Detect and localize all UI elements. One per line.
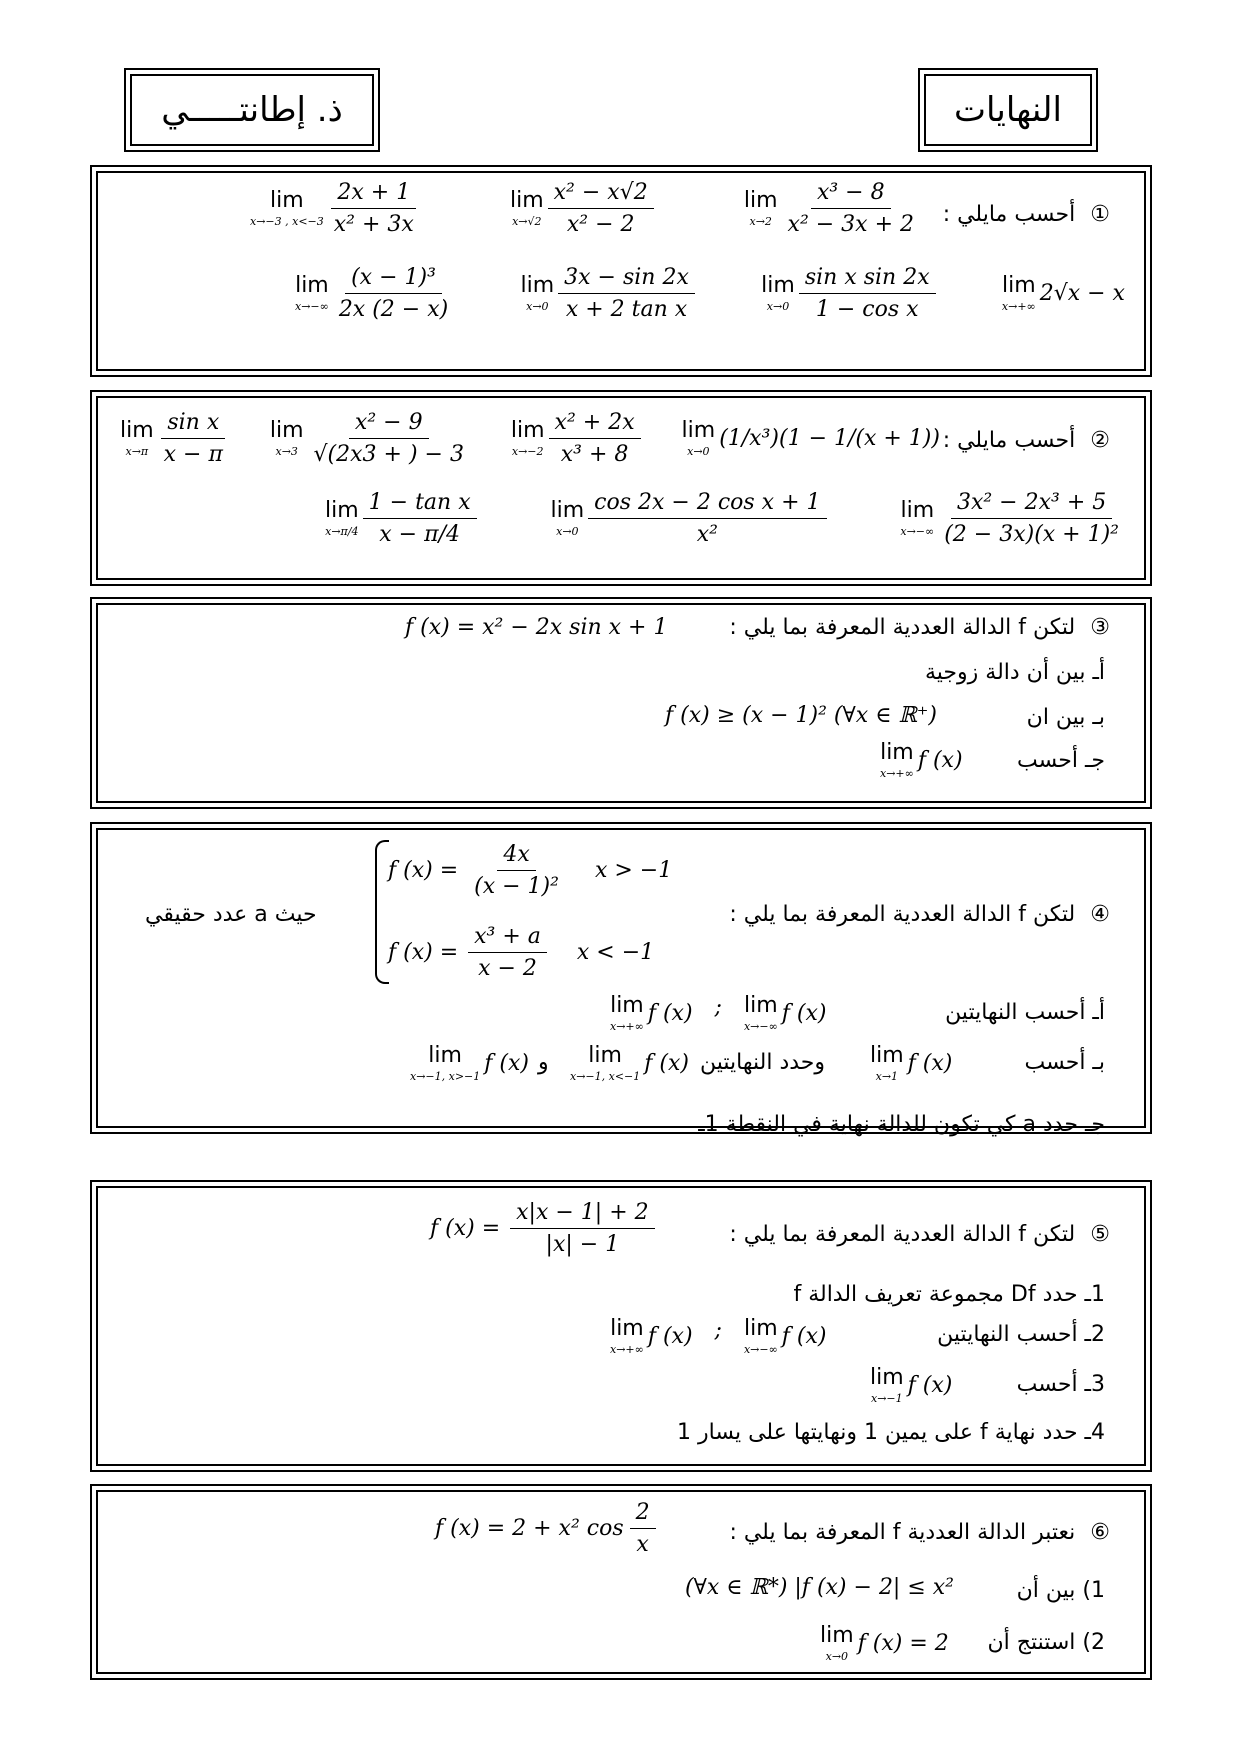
exercise-number: ② <box>1090 428 1110 453</box>
ex6-question-1: 1) بين أن <box>1016 1578 1105 1603</box>
exercise-number: ⑤ <box>1090 1222 1110 1247</box>
ex4-question-a: أـ أحسب النهايتين <box>945 1000 1105 1025</box>
author-name: ذ. إطانتـــــي <box>161 90 343 130</box>
exercise-number: ⑥ <box>1090 1520 1110 1545</box>
ex3-question-c: جـ أحسب <box>1017 748 1105 773</box>
ex4-case-2: f (x) = $\frac{\text{x³ + a}}{x - 2}$ x < −1 <box>388 924 655 981</box>
ex4-question-b: بـ أحسب <box>1024 1050 1105 1075</box>
ex6-question-2-math: lim x→0 f (x) = 2 <box>820 1623 949 1663</box>
ex4-brace <box>375 840 389 984</box>
ex5-intro: ⑤ لتكن f الدالة العددية المعرفة بما يلي : <box>729 1222 1110 1247</box>
exercise-number: ④ <box>1090 902 1110 927</box>
limit-expr: lim x→−2 x² + 2x x³ + 8 <box>511 410 641 467</box>
ex3-question-a: أـ بين أن دالة زوجية <box>925 660 1105 685</box>
limit-expr: lim x→3 x² − 9 √(2x3 + ) − 3 <box>269 410 464 467</box>
ex4-note: حيث a عدد حقيقي <box>145 902 317 927</box>
limit-expr: lim x→+∞ 2√x − x <box>1001 273 1125 313</box>
limit-expr: lim x→√2 x² − x√2 x² − 2 <box>510 180 654 237</box>
ex1-row2 <box>295 265 1125 322</box>
limit-expr: lim x→0 (1/x³)(1 − 1/(x + 1)) <box>681 418 940 458</box>
ex3-intro: ③ لتكن f الدالة العددية المعرفة بما يلي : <box>729 615 1110 640</box>
topic-title: النهايات <box>954 90 1062 130</box>
ex4-question-c: جـ حدد a كي تكون للدالة نهاية في النقطة 1ـ <box>698 1112 1105 1137</box>
limit-expr: lim x→2 x³ − 8 x² − 3x + 2 <box>743 180 914 237</box>
limit-expr: lim x→0 3x − sin 2x x + 2 tan x <box>521 265 695 322</box>
limit-expr: lim x→−∞ (x − 1)³ 2x (2 − x) <box>295 265 449 322</box>
ex5-question-3: 3ـ أحسب <box>1016 1372 1105 1397</box>
ex6-question-1-math: (∀x ∈ ℝ*) |f (x) − 2| ≤ x² <box>685 1575 954 1600</box>
ex3-question-b-math: f (x) ≥ (x − 1)² (∀x ∈ ℝ⁺) <box>665 703 937 728</box>
limit-expr: lim x→0 cos 2x − 2 cos x + 1 x² <box>551 490 827 547</box>
ex5-question-3-math: lim x→−1 f (x) <box>870 1365 953 1405</box>
ex5-question-2-math: lim x→+∞ f (x) ; lim x→−∞ f (x) <box>610 1316 827 1356</box>
limit-expr: lim x→0 sin x sin 2x 1 − cos x <box>761 265 935 322</box>
ex6-intro: ⑥ نعتبر الدالة العددية f المعرفة بما يلي : <box>729 1520 1110 1545</box>
ex4-lim-at-1: lim x→1 f (x) <box>870 1043 953 1083</box>
ex4-intro: ④ لتكن f الدالة العددية المعرفة بما يلي : <box>729 902 1110 927</box>
limit-expr: lim x→π sin x x − π <box>120 410 229 467</box>
limit-expr: lim x→π/4 1 − tan x x − π/4 <box>325 490 477 547</box>
ex4-question-a-math: lim x→+∞ f (x) ; lim x→−∞ f (x) <box>610 993 827 1033</box>
ex3-question-b: بـ بين ان <box>1026 705 1105 730</box>
exercise-number: ③ <box>1090 615 1110 640</box>
topic-box <box>918 68 1098 152</box>
exercise-number: ① <box>1090 202 1110 227</box>
limit-expr: lim x→−3 , x<−3 2x + 1 x² + 3x <box>250 180 420 237</box>
author-box <box>124 68 380 152</box>
ex5-definition: f (x) = $\frac{x|x - 1| + 2}{|x| - 1}$ <box>430 1200 655 1257</box>
ex5-question-2: 2ـ أحسب النهايتين <box>937 1322 1105 1347</box>
ex5-question-4: 4ـ حدد نهاية f على يمين 1 ونهايتها على يسار 1 <box>677 1420 1105 1445</box>
exercise-2-label: ② أحسب مايلي : <box>942 428 1110 453</box>
ex1-row1 <box>250 180 920 237</box>
ex2-row1 <box>120 410 940 467</box>
ex5-question-1: 1ـ حدد Df مجموعة تعريف الدالة f <box>793 1282 1105 1307</box>
ex4-lim-right: lim x→−1, x>−1 f (x) <box>410 1043 529 1083</box>
ex4-and: و <box>538 1050 549 1075</box>
ex3-question-c-math: lim x→+∞ f (x) <box>880 740 963 780</box>
ex2-row2 <box>325 490 1125 547</box>
ex6-question-2: 2) استنتج أن <box>987 1630 1105 1655</box>
ex4-case-1: f (x) = $\frac{4x}{\text{(x − 1)²}}$ x > −1 <box>388 842 673 899</box>
ex4-question-b-mid: وحدد النهايتين <box>700 1050 826 1075</box>
limit-expr: lim x→−∞ 3x² − 2x³ + 5 (2 − 3x)(x + 1)² <box>900 490 1119 547</box>
ex3-definition: f (x) = x² − 2x sin x + 1 <box>405 615 668 640</box>
ex6-definition: f (x) = 2 + x² cos 2 x <box>435 1500 656 1557</box>
exercise-1-label: ① أحسب مايلي : <box>942 202 1110 227</box>
ex4-lim-left: lim x→−1, x<−1 f (x) <box>570 1043 689 1083</box>
